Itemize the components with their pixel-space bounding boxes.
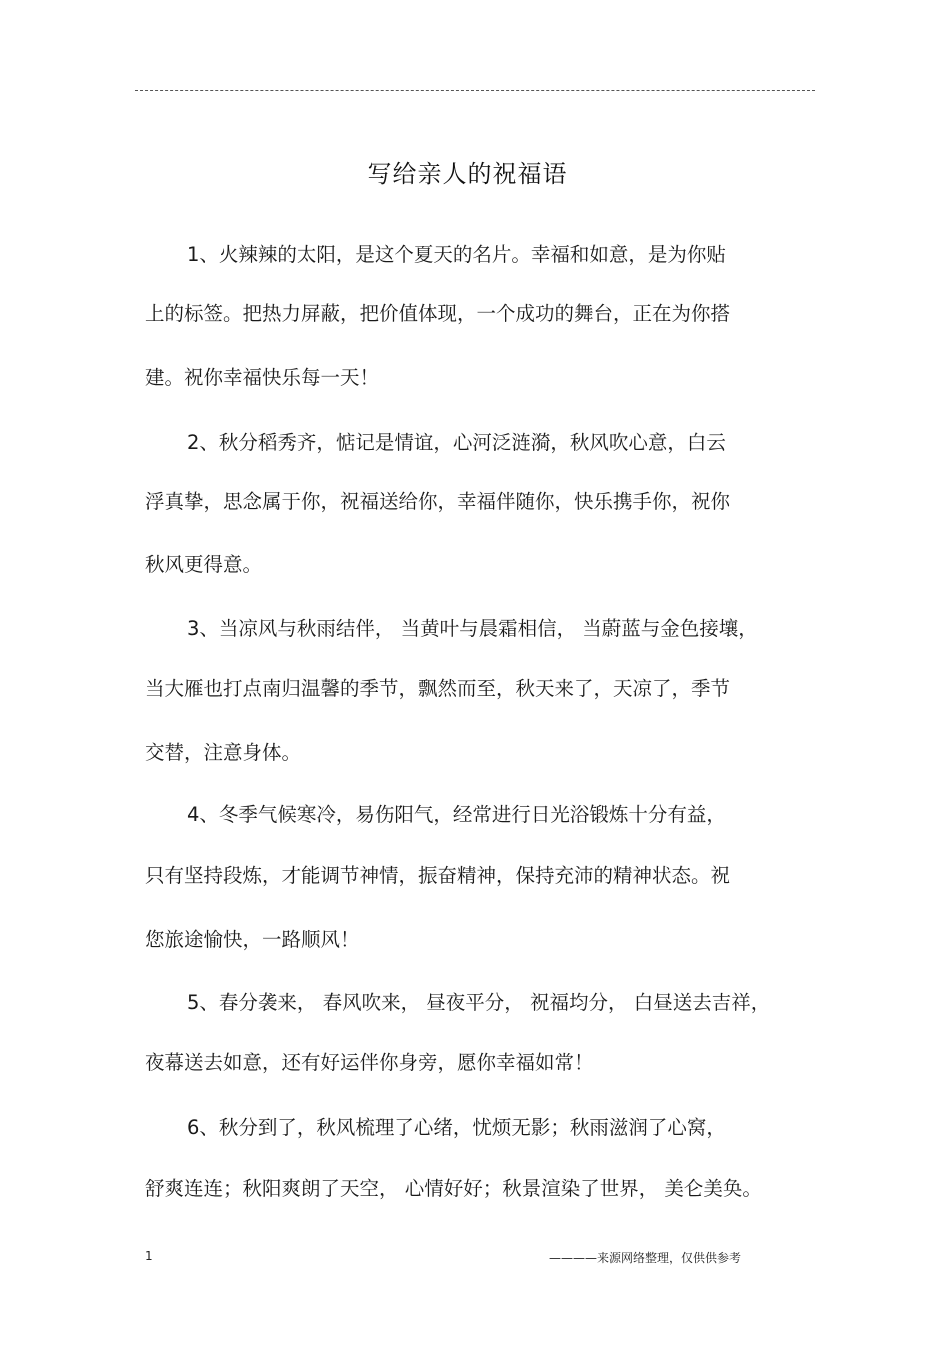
paragraph-line: 夜幕送去如意，还有好运伴你身旁，愿你幸福如常！	[145, 1051, 594, 1074]
paragraph-line: 6、秋分到了，秋风梳理了心绪，忧烦无影；秋雨滋润了心窝，	[187, 1116, 726, 1139]
paragraph-line: 3、当凉风与秋雨结伴， 当黄叶与晨霜相信， 当蔚蓝与金色接壤，	[187, 617, 758, 640]
paragraph-line: 交替，注意身体。	[145, 741, 302, 764]
paragraph-line: 只有坚持段炼，才能调节神情，振奋精神，保持充沛的精神状态。祝	[145, 864, 731, 887]
paragraph-line: 您旅途愉快，一路顺风！	[145, 928, 360, 951]
paragraph-line: 建。祝你幸福快乐每一天！	[145, 366, 380, 389]
page-number: 1	[145, 1249, 153, 1263]
paragraph-line: 1、火辣辣的太阳，是这个夏天的名片。幸福和如意，是为你贴	[187, 243, 726, 266]
paragraph-line: 当大雁也打点南归温馨的季节，飘然而至，秋天来了，天凉了，季节	[145, 677, 731, 700]
page-title: 写给亲人的祝福语	[367, 160, 568, 188]
paragraph-line: 浮真挚，思念属于你，祝福送给你，幸福伴随你，快乐携手你，祝你	[145, 490, 731, 513]
paragraph-line: 秋风更得意。	[145, 553, 263, 576]
source-note: ————来源网络整理，仅供供参考	[549, 1251, 742, 1265]
paragraph-line: 上的标签。把热力屏蔽，把价值体现，一个成功的舞台，正在为你搭	[145, 302, 731, 325]
paragraph-line: 4、冬季气候寒冷，易伤阳气，经常进行日光浴锻炼十分有益，	[187, 803, 726, 826]
paragraph-line: 2、秋分稻秀齐，惦记是情谊，心河泛涟漪，秋风吹心意，白云	[187, 431, 726, 454]
paragraph-line: 5、春分袭来， 春风吹来， 昼夜平分， 祝福均分， 白昼送去吉祥，	[187, 991, 771, 1014]
paragraph-line: 舒爽连连；秋阳爽朗了天空， 心情好好；秋景渲染了世界， 美仑美奂。	[145, 1177, 762, 1200]
top-divider	[135, 90, 815, 91]
